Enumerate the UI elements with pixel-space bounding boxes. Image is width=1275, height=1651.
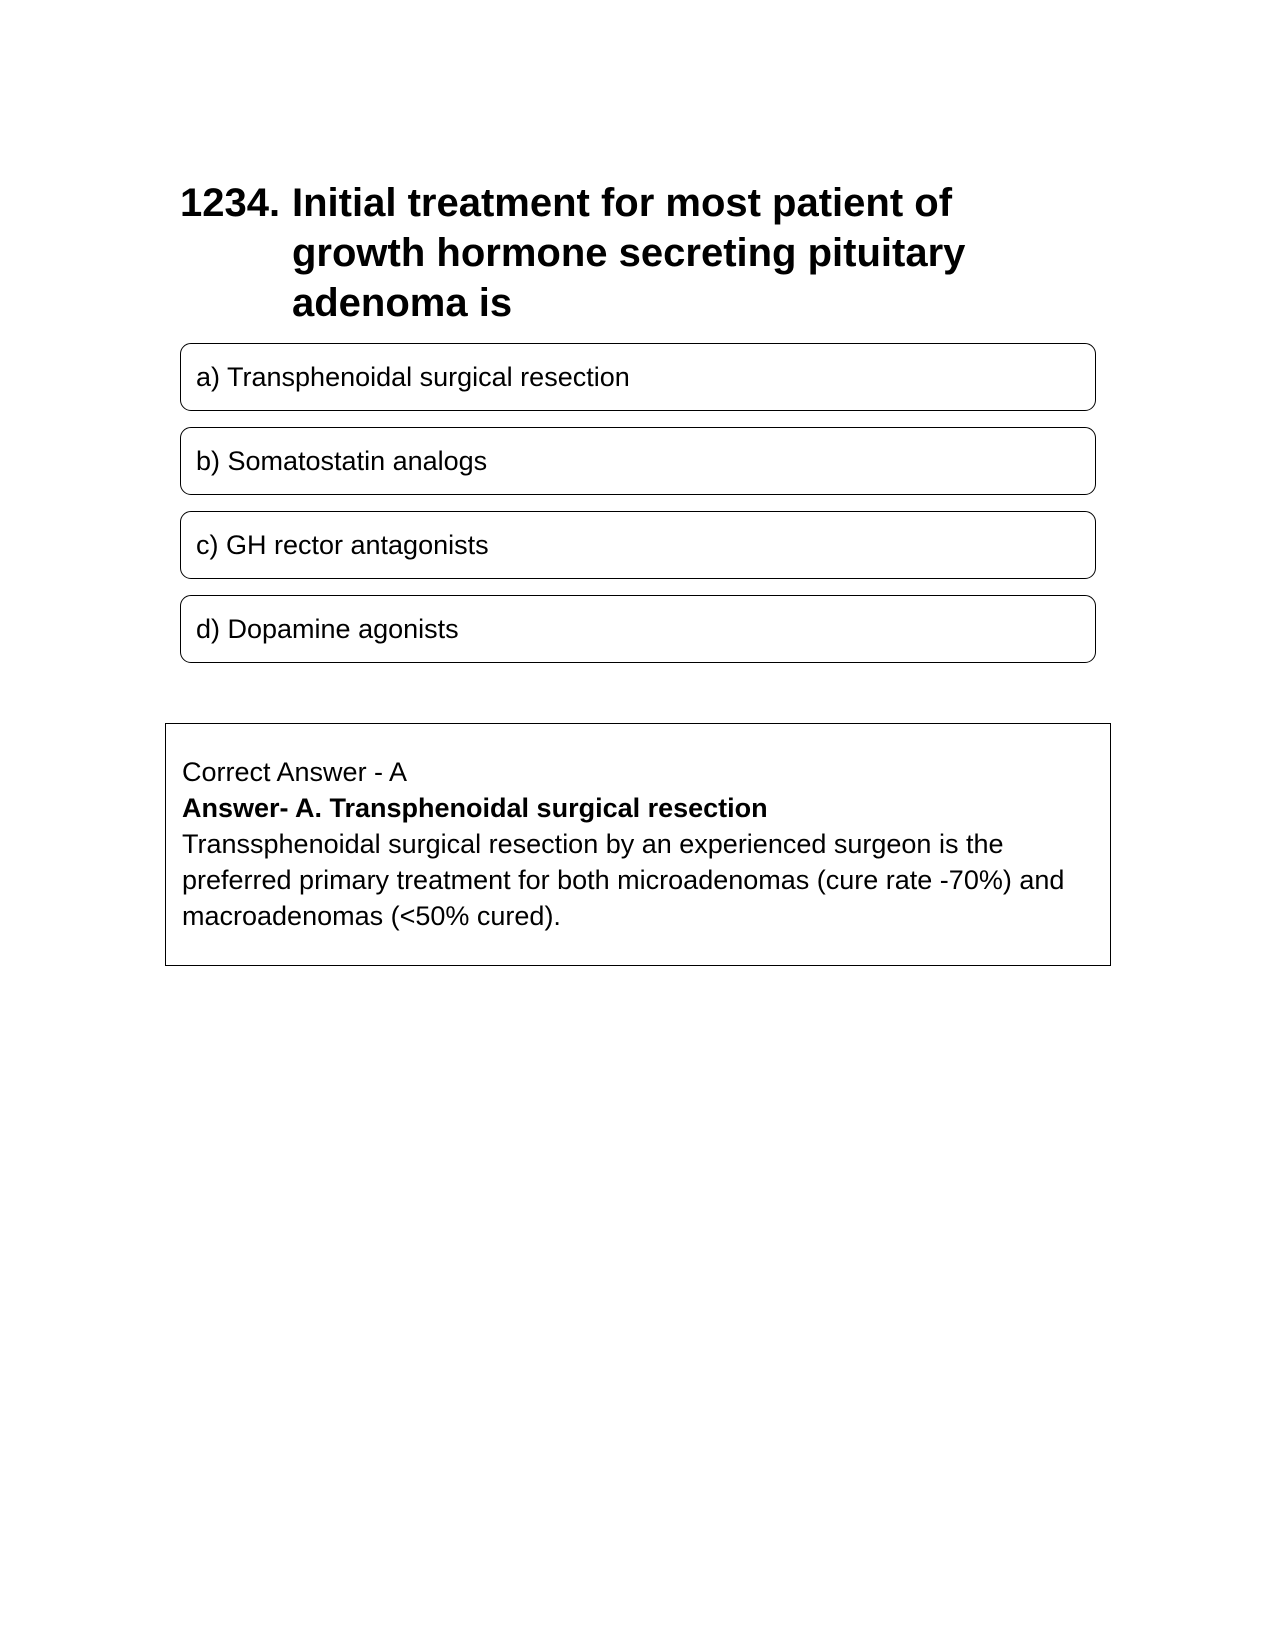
option-c[interactable]: c) GH rector antagonists: [180, 511, 1096, 579]
answer-explanation: Transsphenoidal surgical resection by an experienced surgeon is the preferred primary treatment for both microadenomas (cure rate -70%) and macroadenomas (<50% cured).: [182, 829, 1065, 931]
options-list: [180, 343, 1096, 679]
option-a[interactable]: a) Transphenoidal surgical resection: [180, 343, 1096, 411]
answer-box: [165, 723, 1111, 966]
question-number: 1234.: [180, 181, 281, 225]
answer-heading: Answer- A. Transphenoidal surgical resection: [182, 793, 768, 823]
option-b[interactable]: b) Somatostatin analogs: [180, 427, 1096, 495]
correct-answer: Correct Answer - A: [182, 757, 408, 787]
question-block: [180, 178, 1080, 328]
question-text: Initial treatment for most patient of growth hormone secreting pituitary adenoma is: [292, 181, 966, 325]
option-d[interactable]: d) Dopamine agonists: [180, 595, 1096, 663]
